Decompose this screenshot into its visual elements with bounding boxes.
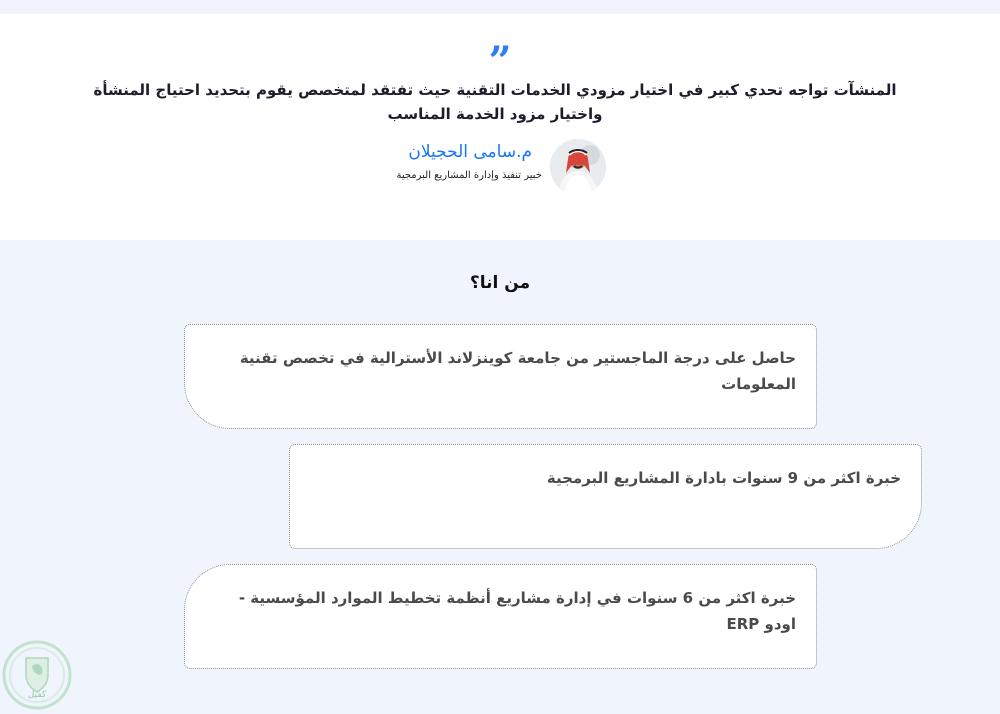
about-card-text: حاصل على درجة الماجستير من جامعة كوينزلاند الأسترالية في تخصص تقنية المعلومات — [239, 349, 796, 393]
testimonial-quote: المنشآت تواجه تحدي كبير في اختيار مزودي الخدمات التقنية حيث تفتقد لمتخصص يقوم بتحديد احتياج المنشأة واختيار مزود الخدمة المناسب — [93, 81, 897, 123]
quote-mark-icon: ” — [488, 38, 512, 85]
author-name: م.سامى الحجيلان — [408, 142, 532, 162]
about-card — [184, 564, 817, 669]
avatar — [550, 139, 606, 195]
person-photo-icon — [550, 139, 606, 195]
top-strip — [0, 0, 1000, 14]
about-card-text: خبرة اكثر من 9 سنوات بادارة المشاريع البرمجية — [546, 469, 901, 487]
about-title: من انا؟ — [469, 273, 531, 293]
about-card — [289, 444, 922, 549]
about-card — [184, 324, 817, 429]
about-card-text: خبرة اكثر من 6 سنوات في إدارة مشاريع أنظمة تخطيط الموارد المؤسسية - اودو ERP — [238, 589, 796, 633]
author-role: خبير تنفيذ وإدارة المشاريع البرمجية — [396, 170, 542, 181]
watermark-text: كفيل — [27, 690, 47, 700]
